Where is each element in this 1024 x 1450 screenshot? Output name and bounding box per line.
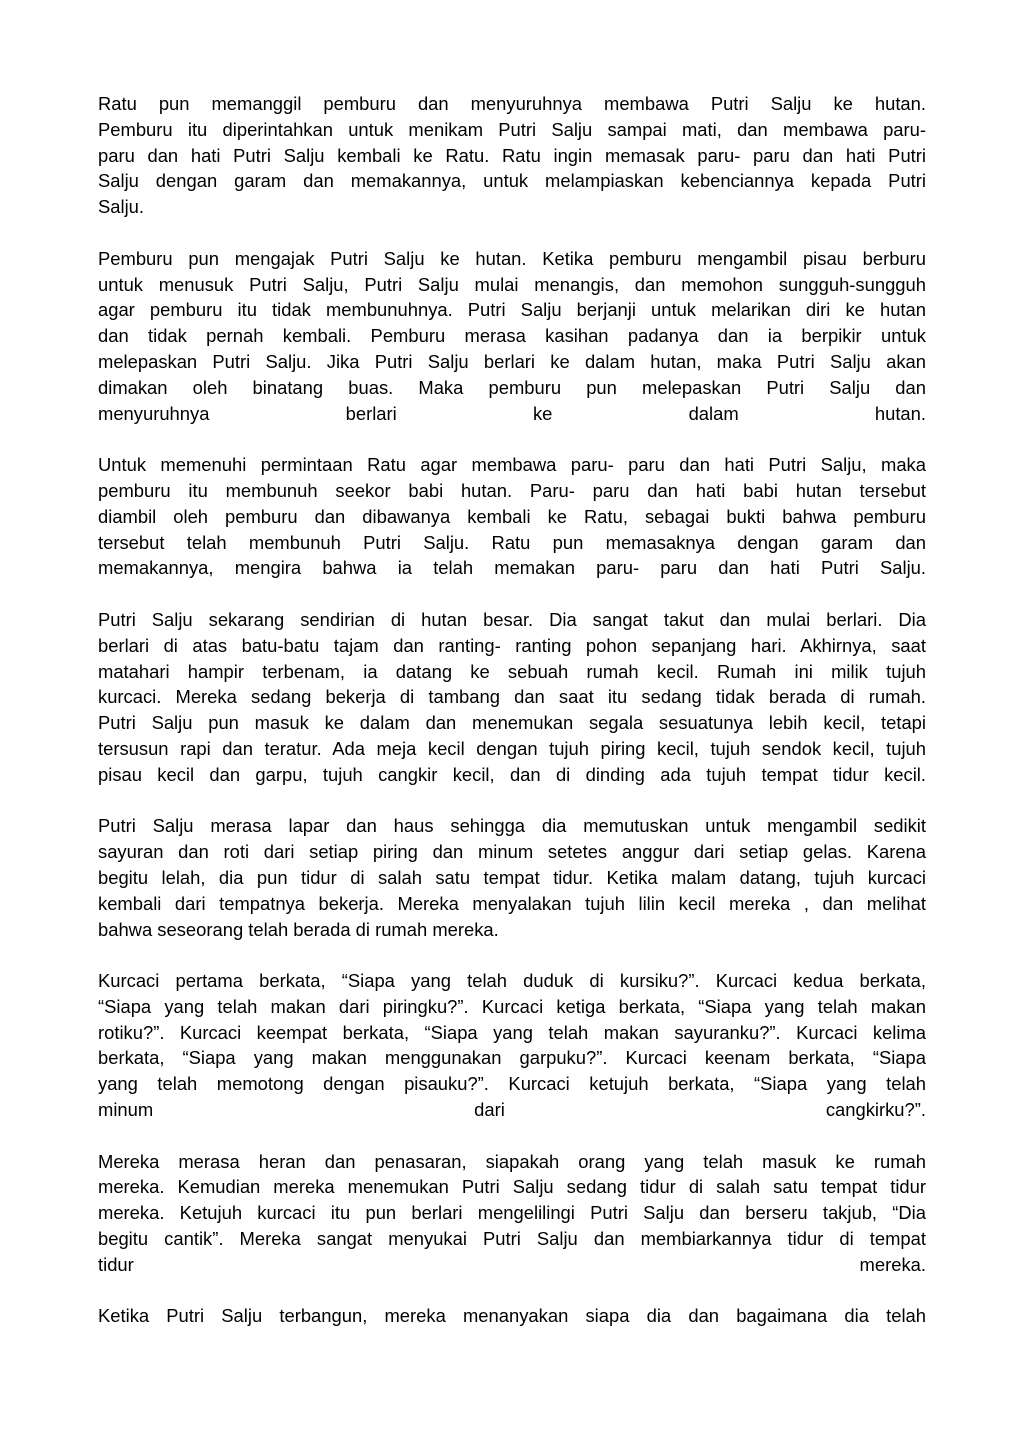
text-line: sayuran dan roti dari setiap piring dan minum setetes anggur dari setiap gelas. Karena <box>98 841 926 863</box>
paragraph <box>98 968 926 1123</box>
text-line: melepaskan Putri Salju. Jika Putri Salju berlari ke dalam hutan, maka Putri Salju akan <box>98 350 926 372</box>
paragraph <box>98 91 926 220</box>
text-line: “Siapa yang telah makan dari piringku?”. Kurcaci ketiga berkata, “Siapa yang telah makan <box>98 995 926 1017</box>
text-line: bahwa seseorang telah berada di rumah mereka. <box>98 918 499 940</box>
text-line: paru dan hati Putri Salju kembali ke Ratu. Ratu ingin memasak paru- paru dan hati Putri <box>98 144 926 166</box>
text-line: kembali dari tempatnya bekerja. Mereka menyalakan tujuh lilin kecil mereka , dan melihat <box>98 892 926 914</box>
paragraph <box>98 1149 926 1278</box>
text-line: Salju. <box>98 196 145 218</box>
text-line: tidur mereka. <box>98 1253 926 1275</box>
text-line: begitu cantik”. Mereka sangat menyukai Putri Salju dan membiarkannya tidur di tempat <box>98 1228 926 1250</box>
text-line: kurcaci. Mereka sedang bekerja di tambang dan saat itu sedang tidak berada di rumah. <box>98 686 926 708</box>
text-line: tersebut telah membunuh Putri Salju. Ratu pun memasaknya dengan garam dan <box>98 531 926 553</box>
text-line: untuk menusuk Putri Salju, Putri Salju mulai menangis, dan memohon sungguh-sungguh <box>98 273 926 295</box>
text-line: rotiku?”. Kurcaci keempat berkata, “Siapa yang telah makan sayuranku?”. Kurcaci kelima <box>98 1021 926 1043</box>
text-line: berlari di atas batu-batu tajam dan ranting- ranting pohon sepanjang hari. Akhirnya, saat <box>98 634 926 656</box>
text-line: diambil oleh pemburu dan dibawanya kembali ke Ratu, sebagai bukti bahwa pemburu <box>98 505 926 527</box>
text-line: Pemburu pun mengajak Putri Salju ke hutan. Ketika pemburu mengambil pisau berburu <box>98 247 926 269</box>
text-line: Pemburu itu diperintahkan untuk menikam Putri Salju sampai mati, dan membawa paru- <box>98 118 926 140</box>
text-line: minum dari cangkirku?”. <box>98 1099 926 1121</box>
text-line: dan tidak pernah kembali. Pemburu merasa kasihan padanya dan ia berpikir untuk <box>98 325 926 347</box>
paragraph <box>98 813 926 942</box>
text-line: agar pemburu itu tidak membunuhnya. Putri Salju berjanji untuk melarikan diri ke hutan <box>98 299 926 321</box>
text-line: menyuruhnya berlari ke dalam hutan. <box>98 402 926 424</box>
text-line: yang telah memotong dengan pisauku?”. Kurcaci ketujuh berkata, “Siapa yang telah <box>98 1073 926 1095</box>
text-line: dimakan oleh binatang buas. Maka pemburu pun melepaskan Putri Salju dan <box>98 376 926 398</box>
text-line: Kurcaci pertama berkata, “Siapa yang telah duduk di kursiku?”. Kurcaci kedua berkata, <box>98 970 926 992</box>
text-line: pisau kecil dan garpu, tujuh cangkir kecil, dan di dinding ada tujuh tempat tidur kecil. <box>98 763 926 785</box>
paragraph <box>98 246 926 427</box>
text-line: mereka. Kemudian mereka menemukan Putri Salju sedang tidur di salah satu tempat tidur <box>98 1176 926 1198</box>
text-line: Putri Salju sekarang sendirian di hutan besar. Dia sangat takut dan mulai berlari. Dia <box>98 608 926 630</box>
text-line: matahari hampir terbenam, ia datang ke sebuah rumah kecil. Rumah ini milik tujuh <box>98 660 926 682</box>
paragraph <box>98 607 926 788</box>
text-line: Ketika Putri Salju terbangun, mereka menanyakan siapa dia dan bagaimana dia telah <box>98 1305 926 1327</box>
text-line: Putri Salju merasa lapar dan haus sehingga dia memutuskan untuk mengambil sedikit <box>98 815 926 837</box>
text-line: memakannya, mengira bahwa ia telah memakan paru- paru dan hati Putri Salju. <box>98 557 926 579</box>
paragraph <box>98 1303 926 1329</box>
text-line: berkata, “Siapa yang makan menggunakan garpuku?”. Kurcaci keenam berkata, “Siapa <box>98 1047 926 1069</box>
text-line: pemburu itu membunuh seekor babi hutan. Paru- paru dan hati babi hutan tersebut <box>98 479 926 501</box>
text-line: mereka. Ketujuh kurcaci itu pun berlari mengelilingi Putri Salju dan berseru takjub, “Dia <box>98 1202 926 1224</box>
text-line: tersusun rapi dan teratur. Ada meja kecil dengan tujuh piring kecil, tujuh sendok kecil, tujuh <box>98 737 926 759</box>
text-line: Ratu pun memanggil pemburu dan menyuruhnya membawa Putri Salju ke hutan. <box>98 93 926 114</box>
text-line: Untuk memenuhi permintaan Ratu agar membawa paru- paru dan hati Putri Salju, maka <box>98 454 926 476</box>
text-line: Salju dengan garam dan memakannya, untuk melampiaskan kebenciannya kepada Putri <box>98 170 926 192</box>
text-line: Mereka merasa heran dan penasaran, siapakah orang yang telah masuk ke rumah <box>98 1150 926 1172</box>
paragraph <box>98 452 926 581</box>
text-line: begitu lelah, dia pun tidur di salah satu tempat tidur. Ketika malam datang, tujuh kurcaci <box>98 866 926 888</box>
story-text <box>98 91 926 1355</box>
text-line: Putri Salju pun masuk ke dalam dan menemukan segala sesuatunya lebih kecil, tetapi <box>98 712 926 734</box>
